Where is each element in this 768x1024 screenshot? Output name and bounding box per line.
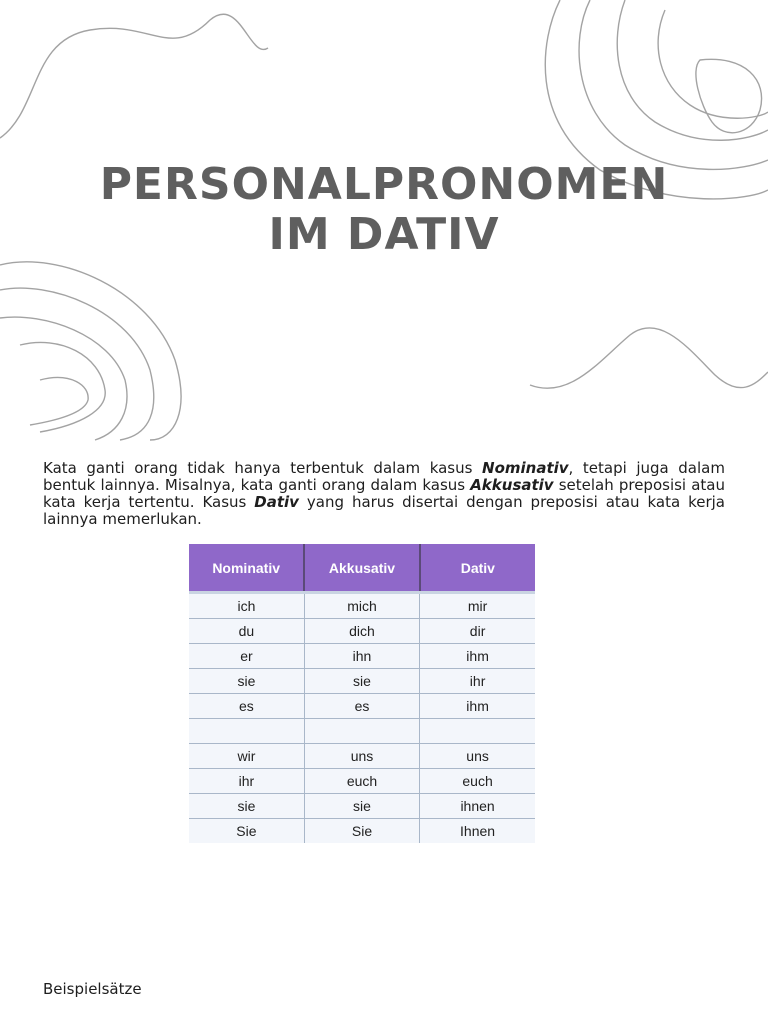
table-cell: du <box>189 619 304 644</box>
table-row <box>189 794 535 819</box>
table-cell: wir <box>189 744 304 769</box>
table-row <box>189 819 535 844</box>
table-cell <box>420 719 535 744</box>
table-cell: Sie <box>189 819 304 844</box>
table-cell: uns <box>420 744 535 769</box>
table-row <box>189 644 535 669</box>
table-cell: sie <box>189 669 304 694</box>
pronoun-table <box>189 544 535 843</box>
table-cell: dir <box>420 619 535 644</box>
table-cell: er <box>189 644 304 669</box>
table-cell: ihn <box>304 644 419 669</box>
pronoun-table-container <box>189 544 535 843</box>
table-cell <box>189 719 304 744</box>
intro-term-akkusativ: Akkusativ <box>470 476 554 494</box>
table-row-empty <box>189 719 535 744</box>
intro-paragraph <box>43 460 725 528</box>
table-cell: es <box>304 694 419 719</box>
table-cell: Sie <box>304 819 419 844</box>
table-row <box>189 619 535 644</box>
header-akkusativ: Akkusativ <box>304 544 419 593</box>
table-cell: dich <box>304 619 419 644</box>
table-cell: euch <box>420 769 535 794</box>
page-title <box>0 160 768 260</box>
table-cell: ihnen <box>420 794 535 819</box>
table-cell <box>304 719 419 744</box>
table-cell: Ihnen <box>420 819 535 844</box>
table-row <box>189 694 535 719</box>
table-cell: sie <box>304 794 419 819</box>
section-heading-beispielsaetze: Beispielsätze <box>43 980 142 998</box>
table-cell: euch <box>304 769 419 794</box>
table-cell: es <box>189 694 304 719</box>
table-row <box>189 669 535 694</box>
table-cell: mich <box>304 593 419 619</box>
table-cell: sie <box>304 669 419 694</box>
table-row <box>189 769 535 794</box>
intro-term-dativ: Dativ <box>254 493 299 511</box>
table-cell: sie <box>189 794 304 819</box>
header-nominativ: Nominativ <box>189 544 304 593</box>
intro-text-1: Kata ganti orang tidak hanya terbentuk dalam kasus <box>43 459 483 477</box>
intro-term-nominativ: Nominativ <box>482 459 569 477</box>
table-cell: ihr <box>420 669 535 694</box>
intro-text-2: , tetapi juga dalam bentuk lainnya. Misalnya, kata ganti orang dalam kasus <box>43 459 725 494</box>
page-title-line2: IM DATIV <box>268 209 500 260</box>
table-cell: ich <box>189 593 304 619</box>
table-row <box>189 593 535 619</box>
intro-text-4: yang harus disertai dengan preposisi atau kata kerja lainnya memerlukan. <box>43 493 725 528</box>
table-header-row <box>189 544 535 593</box>
table-cell: ihm <box>420 694 535 719</box>
page-title-line1: PERSONALPRONOMEN <box>99 159 669 210</box>
intro-text-3: setelah preposisi atau kata kerja tertentu. Kasus <box>43 476 725 511</box>
table-cell: mir <box>420 593 535 619</box>
table-cell: ihr <box>189 769 304 794</box>
header-dativ: Dativ <box>420 544 535 593</box>
table-row <box>189 744 535 769</box>
table-cell: uns <box>304 744 419 769</box>
table-cell: ihm <box>420 644 535 669</box>
